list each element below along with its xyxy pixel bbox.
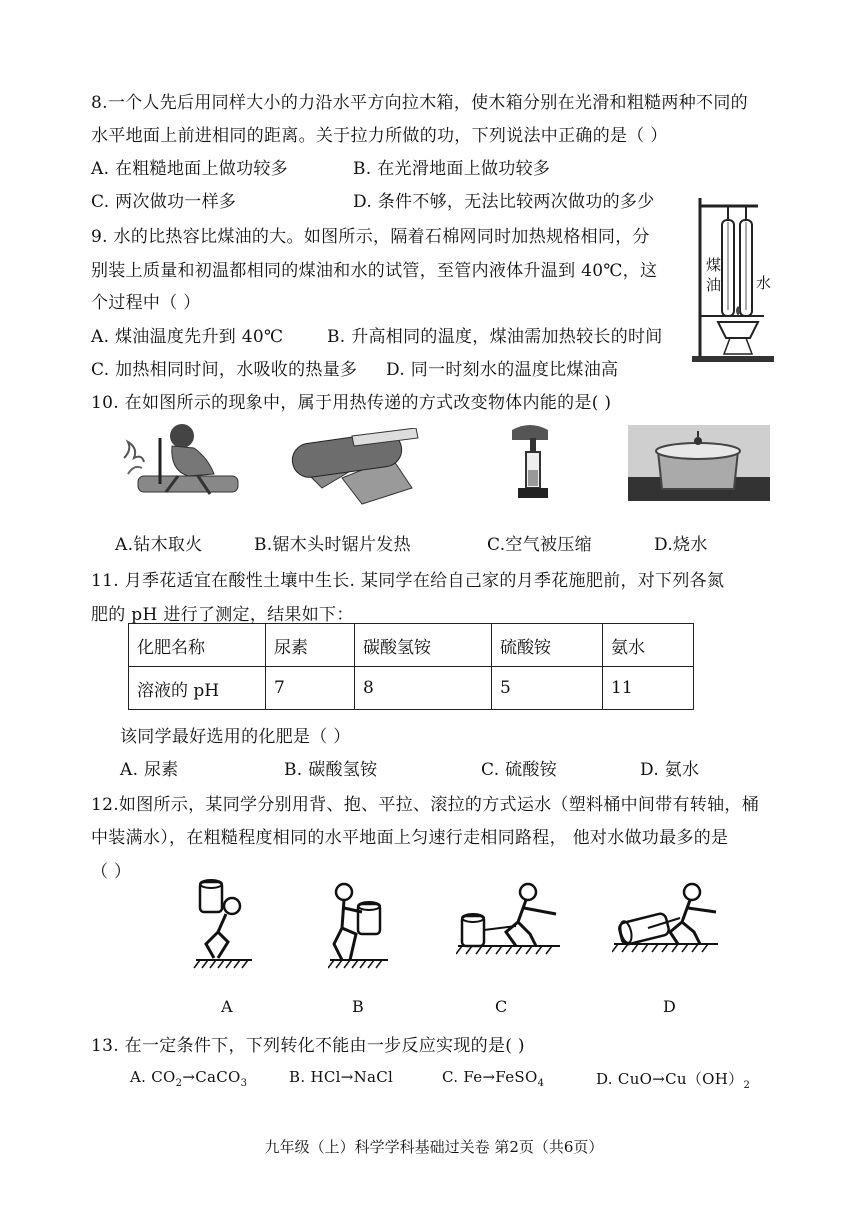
- figure-label-b: B: [352, 997, 364, 1016]
- heating-apparatus-figure: [688, 192, 780, 368]
- q8-stem-line1: 8.一个人先后用同样大小的力沿水平方向拉木箱，使木箱分别在光滑和粗糙两种不同的: [91, 93, 748, 113]
- q12-stem-line3: （ ）: [91, 862, 132, 882]
- q10-stem: 10. 在如图所示的现象中，属于用热传递的方式改变物体内能的是( ): [91, 393, 612, 413]
- table-cell: 化肥名称: [129, 624, 266, 667]
- roll-pull-figure: [612, 882, 722, 972]
- table-cell: 8: [355, 667, 492, 710]
- q12-stem-line1: 12.如图所示，某同学分别用背、抱、平拉、滚拉的方式运水（塑料桶中间带有转轴，桶: [91, 795, 760, 815]
- table-cell: 溶液的 pH: [129, 667, 266, 710]
- q11-stem-line2: 肥的 pH 进行了测定，结果如下：: [91, 605, 354, 625]
- q9-option-c: C. 加热相同时间，水吸收的热量多: [91, 360, 358, 380]
- q13-stem: 13. 在一定条件下，下列转化不能由一步反应实现的是( ): [91, 1036, 525, 1056]
- table-cell: 碳酸氢铵: [355, 624, 492, 667]
- subscript-4: 4: [537, 1078, 545, 1089]
- kerosene-label-2: 油: [706, 276, 722, 294]
- figure-label-c: C: [495, 997, 508, 1016]
- table-cell: 7: [266, 667, 355, 710]
- table-cell: 5: [492, 667, 603, 710]
- ph-table: [128, 623, 694, 710]
- q11-option-d: D. 氨水: [640, 760, 700, 780]
- q8-option-c: C. 两次做功一样多: [91, 192, 237, 212]
- table-cell: 11: [603, 667, 694, 710]
- subscript-3: 3: [240, 1078, 248, 1089]
- figure-label-a: A: [221, 997, 233, 1016]
- table-cell: 尿素: [266, 624, 355, 667]
- table-header-row: [129, 624, 694, 667]
- hold-in-arms-figure: [328, 880, 392, 972]
- q9-option-a: A. 煤油温度先升到 40℃: [91, 327, 284, 347]
- q11-option-c: C. 硫酸铵: [481, 760, 558, 780]
- q8-stem-line2: 水平地面上前进相同的距离。关于拉力所做的功，下列说法中正确的是（ ）: [91, 126, 668, 146]
- table-row: [129, 667, 694, 710]
- subscript-2: 2: [175, 1078, 183, 1089]
- option-c-text: C. Fe→FeSO: [442, 1068, 538, 1086]
- table-cell: 氨水: [603, 624, 694, 667]
- water-label: 水: [756, 274, 772, 292]
- q11-stem-line1: 11. 月季花适宜在酸性土壤中生长. 某同学在给自己家的月季花施肥前，对下列各氮: [91, 571, 725, 591]
- q9-option-b: B. 升高相同的温度，煤油需加热较长的时间: [327, 327, 663, 347]
- option-a-part1: A. CO: [130, 1068, 176, 1086]
- subscript-2: 2: [743, 1080, 751, 1091]
- q8-option-d: D. 条件不够，无法比较两次做功的多少: [353, 192, 655, 212]
- option-a-part2: →CaCO: [182, 1068, 241, 1086]
- page-footer: 九年级（上）科学学科基础过关卷 第2页（共6页）: [264, 1138, 604, 1156]
- q10-option-b: B.锯木头时锯片发热: [254, 535, 411, 555]
- carry-on-back-figure: [192, 878, 256, 972]
- q9-stem-line3: 个过程中（ ）: [91, 293, 201, 313]
- drag-flat-figure: [456, 882, 566, 972]
- q9-stem-line2: 别装上质量和初温都相同的煤油和水的试管，至管内液体升温到 40℃，这: [91, 261, 658, 281]
- q8-option-a: A. 在粗糙地面上做功较多: [91, 159, 288, 179]
- table-cell: 硫酸铵: [492, 624, 603, 667]
- q12-stem-line2: 中装满水），在粗糙程度相同的水平地面上匀速行走相同路程， 他对水做功最多的是: [91, 828, 729, 848]
- boiling-water-image: [628, 425, 770, 501]
- q13-option-d: [596, 1068, 750, 1091]
- q10-option-a: A.钻木取火: [115, 535, 203, 555]
- q10-option-c: C.空气被压缩: [487, 535, 592, 555]
- drilling-wood-fire-image: [118, 418, 242, 502]
- option-d-text: D. CuO→Cu（OH）: [596, 1070, 744, 1088]
- q9-stem-line1: 9. 水的比热容比煤油的大。如图所示，隔着石棉网同时加热规格相同，分: [91, 227, 650, 247]
- kerosene-label-1: 煤: [706, 256, 722, 274]
- q13-option-c: [442, 1068, 544, 1089]
- q13-option-b: B. HCl→NaCl: [289, 1068, 394, 1086]
- q11-question: 该同学最好选用的化肥是（ ）: [120, 727, 351, 747]
- figure-label-d: D: [663, 997, 676, 1016]
- q11-option-a: A. 尿素: [120, 760, 179, 780]
- q13-option-a: [130, 1068, 247, 1089]
- q10-option-d: D.烧水: [654, 535, 708, 555]
- q11-option-b: B. 碳酸氢铵: [284, 760, 378, 780]
- q8-option-b: B. 在光滑地面上做功较多: [353, 159, 551, 179]
- sawing-wood-image: [282, 428, 422, 508]
- air-compression-image: [504, 420, 564, 504]
- q9-option-d: D. 同一时刻水的温度比煤油高: [386, 360, 619, 380]
